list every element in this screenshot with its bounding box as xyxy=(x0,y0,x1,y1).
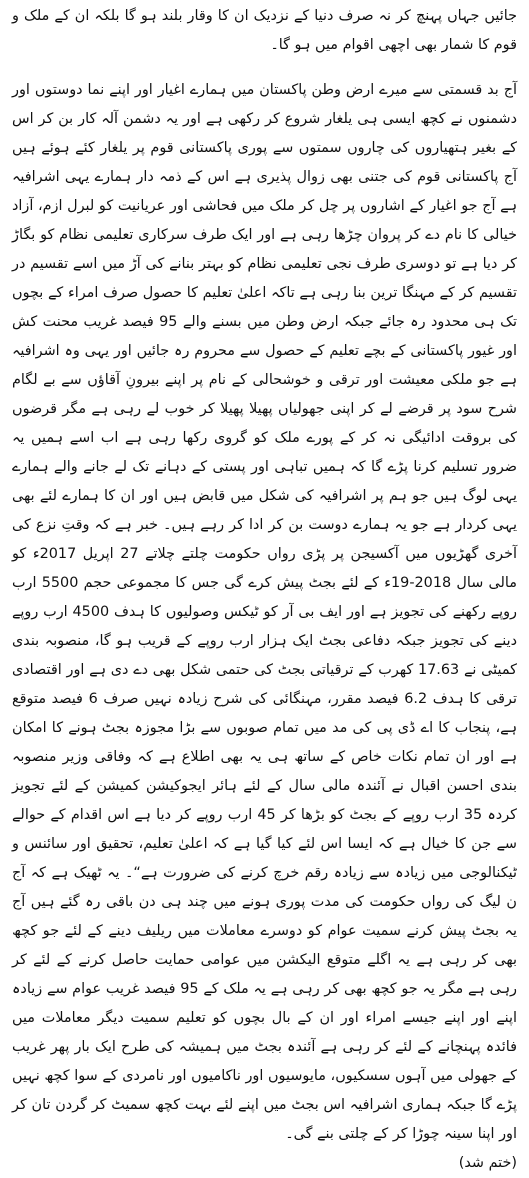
intro-paragraph: جائیں جہاں پہنچ کر نہ صرف دنیا کے نزدیک ان کا وقار بلند ہو گا بلکہ ان کے ملک و قوم کا شمار بھی اچھی اقوام میں ہو گا۔ xyxy=(12,8,517,53)
body-paragraph: آج بد قسمتی سے میرے ارض وطن پاکستان میں ہمارے اغیار اور اپنے نما دوستوں اور دشمنوں نے کچھ ایسی ہی یلغار شروع کر رکھی ہے اور یہ دشمن آلہ کار بن کر اس کے بغیر ہتھیاروں کی چاروں سمتوں سے پوری پاکستانی قوم پر یلغار کئے ہوئے ہیں آج پاکستانی قوم کی جتنی بھی زوال پذیری ہے اس کے ذمہ دار ہمارے یہی اشرافیہ ہے آج جو اغیار کے اشاروں پر چل کر ملک میں فحاشی اور عریانیت کو لبرل ازم، آزاد خیالی کا نام دے کر پروان چڑھا رہی ہے اور ایک طرف سرکاری تعلیمی نظام کو بگاڑ کر دیا ہے تو دوسری طرف نجی تعلیمی نظام کو بہتر بنانے کی آڑ میں اسے تقسیم در تقسیم کر کے مہنگا ترین بنا رہی ہے تاکہ اعلیٰ تعلیم کا حصول صرف امراء کے بچوں تک ہی محدود رہ جائے جبکہ ارض وطن میں بسنے والے 95 فیصد غریب محنت کش اور غیور پاکستانی کے بچے تعلیم کے حصول سے محروم رہ جائیں اور یہی وہ اشرافیہ ہے جو ملکی معیشت اور ترقی و خوشحالی کے نام پر اپنے بیرونِ آقاؤں سے بے لگام شرح سود پر قرضے لے کر اپنی جھولیاں پھیلا پھیلا کر خوب لے رہی ہے مگر قرضوں کی بروقت ادائیگی نہ کر کے پورے ملک کو گروی رکھا رہی ہے اب اسے ہمیں یہ ضرور تسلیم کرنا پڑے گا کہ ہمیں تباہی اور پستی کے دہانے تک لے جانے والے ہمارے یہی لوگ ہیں جو ہم پر اشرافیہ کی شکل میں قابض ہیں اور ان کا ہمارے لئے بھی یہی کردار ہے جو یہ ہمارے دوست بن کر ادا کر رہے ہیں۔ خبر ہے کہ وقتِ نزع کی آخری گھڑیوں میں آکسیجن پر پڑی رواں حکومت چلتے چلاتے 27 اپریل 2017ء کو مالی سال 2018-19ء کے لئے بجٹ پیش کرے گی جس کا مجموعی حجم 5500 ارب روپے رکھنے کی تجویز ہے اور ایف بی آر کو ٹیکس وصولیوں کا ہدف 4500 ارب روپے دینے کی تجویز جبکہ دفاعی بجٹ ایک ہزار ارب روپے کے قریب ہو گا، منصوبہ بندی کمیٹی نے 17.63 کھرب کے ترقیاتی بجٹ کی حتمی شکل بھی دے دی ہے اور اقتصادی ترقی کا ہدف 6.2 فیصد مقرر، مہنگائی کی شرح زیادہ نہیں صرف 6 فیصد متوقع ہے، پنجاب کا اے ڈی پی کی مد میں تمام صوبوں سے بڑا مجوزہ بجٹ ہونے کا امکان ہے اور ان تمام نکات خاص کے ساتھ ہی یہ بھی اطلاع ہے کہ وفاقی وزیر منصوبہ بندی احسن اقبال نے آئندہ مالی سال کے لئے ہائر ایجوکیشن کمیشن کے لئے تجویز کردہ 35 ارب روپے کے بجٹ کو بڑھا کر 45 ارب روپے کر دیا ہے اس اقدام کے حوالے سے جن کا خیال ہے کہ ایسا اس لئے کیا گیا ہے کہ اعلیٰ تعلیم، تحقیق اور سائنس و ٹیکنالوجی میں زیادہ سے زیادہ رقم خرچ کرنے کی ضرورت ہے“۔ یہ ٹھیک ہے کہ آج ن لیگ کی رواں حکومت کی مدت پوری ہونے میں چند ہی دن باقی رہ گئے ہیں آج یہ بجٹ پیش کرنے سمیت عوام کو دوسرے معاملات میں ریلیف دینے کے لئے جو کچھ بھی کر رہی ہے یہ اگلے متوقع الیکشن میں عوامی حمایت حاصل کرنے کے لئے کر رہی ہے مگر یہ جو کچھ بھی کر رہی ہے یہ ملک کے 95 فیصد غریب عوام سے زیادہ اپنے اور اپنے جیسے امراء اور ان کے بال بچوں کو تعلیم سمیت دیگر معاملات میں فائدہ پہنچانے کے لئے کر رہی ہے آئندہ بجٹ میں ہمیشہ کی طرح ایک بار پھر غریب کے جھولی میں آہوں سسکیوں، مایوسیوں اور ناکامیوں اور نامردی کے سوا کچھ نہیں پڑے گا جبکہ ہماری اشرافیہ اس بجٹ میں اپنے لئے بہت کچھ سمیٹ کر گردن تان کر اور اپنا سینہ چوڑا کر کے چلتی بنے گی۔ xyxy=(12,82,517,1142)
end-marker: (ختم شد) xyxy=(458,1155,517,1171)
